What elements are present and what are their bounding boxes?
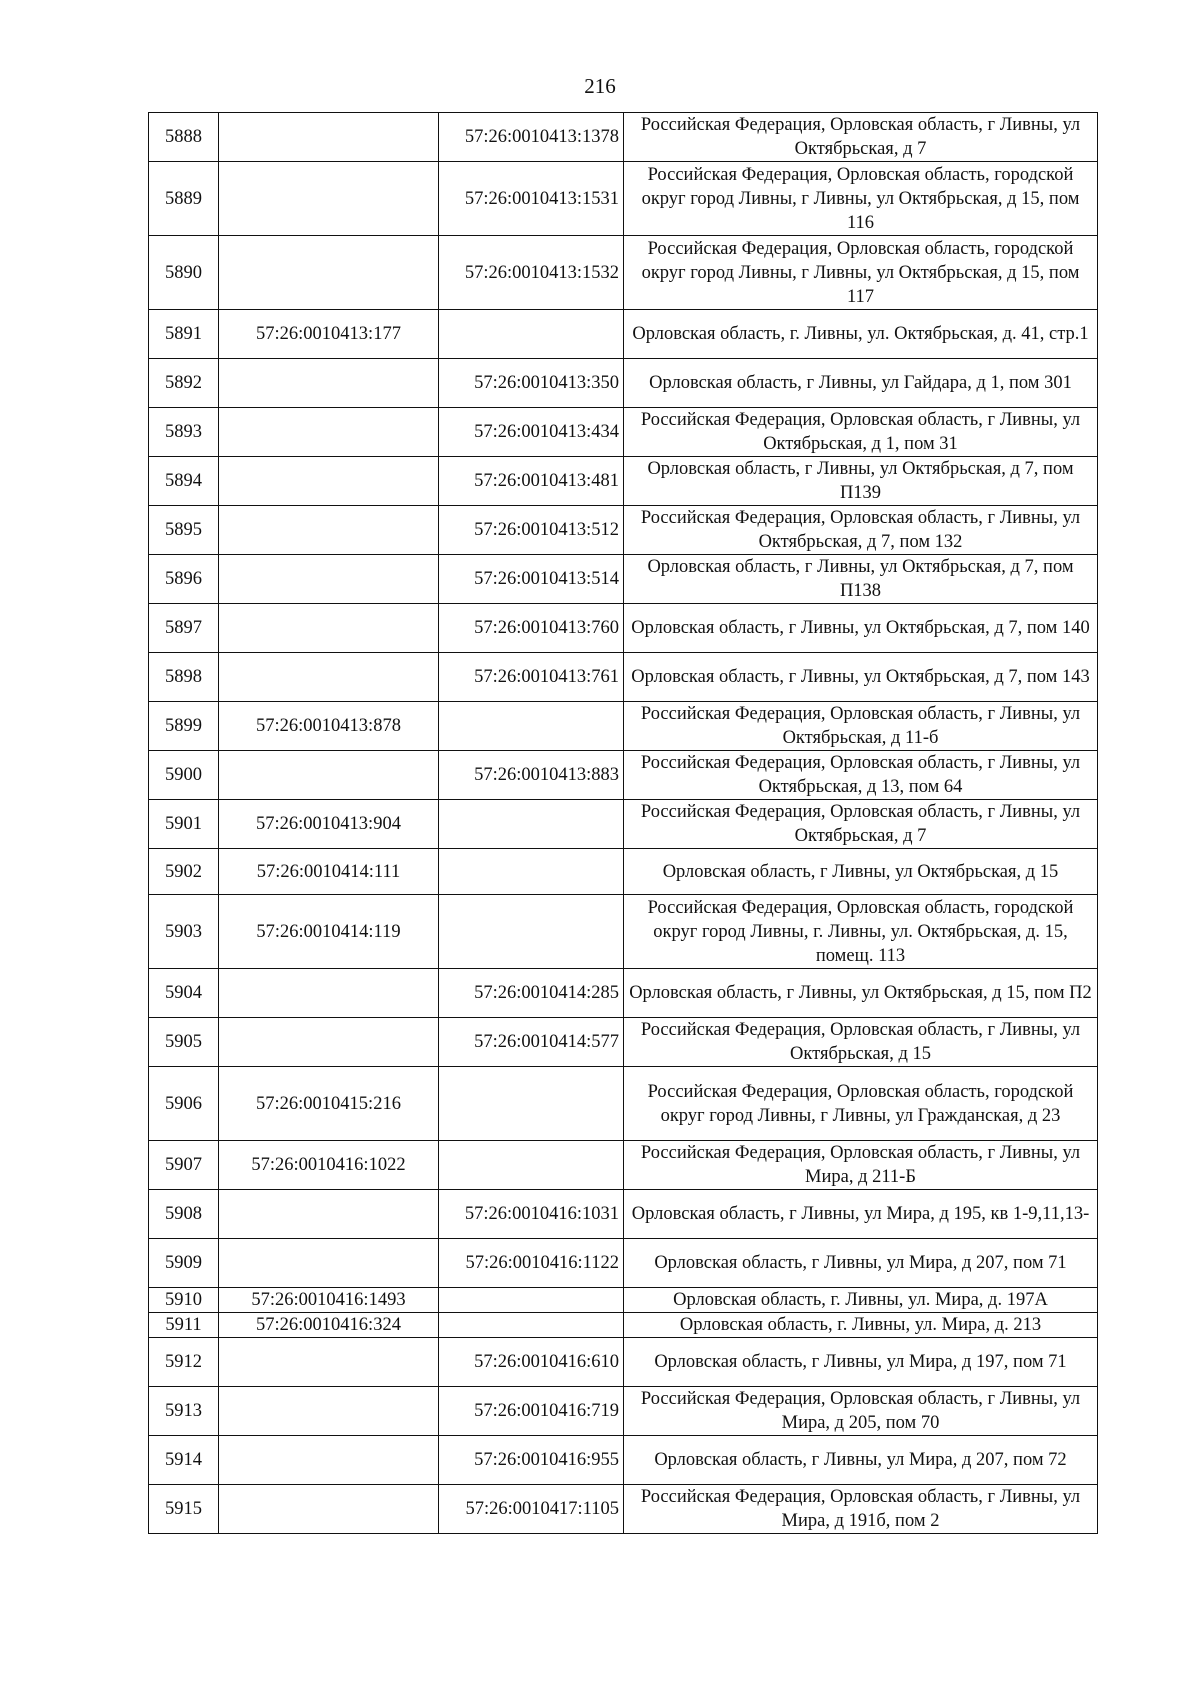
cadastral-number-cell	[219, 1018, 439, 1067]
address-cell: Орловская область, г Ливны, ул Октябрьская, д 15, пом П2	[624, 969, 1098, 1018]
row-number: 5908	[149, 1190, 219, 1239]
address-cell: Орловская область, г Ливны, ул Октябрьская, д 7, пом П138	[624, 555, 1098, 604]
cadastral-number-cell	[439, 702, 624, 751]
address-cell: Российская Федерация, Орловская область, г Ливны, ул Мира, д 211-Б	[624, 1141, 1098, 1190]
registry-table-body	[149, 113, 1098, 1534]
row-number: 5907	[149, 1141, 219, 1190]
table-row	[149, 1338, 1098, 1387]
address-cell: Российская Федерация, Орловская область, г Ливны, ул Мира, д 191б, пом 2	[624, 1485, 1098, 1534]
table-row	[149, 408, 1098, 457]
cadastral-number-cell	[219, 653, 439, 702]
cadastral-number-cell	[439, 310, 624, 359]
cadastral-number-cell	[219, 162, 439, 236]
row-number: 5914	[149, 1436, 219, 1485]
table-row	[149, 800, 1098, 849]
cadastral-number-cell: 57:26:0010414:119	[219, 895, 439, 969]
row-number: 5902	[149, 849, 219, 895]
cadastral-number-cell	[219, 1190, 439, 1239]
table-row	[149, 969, 1098, 1018]
address-cell: Российская Федерация, Орловская область, городской округ город Ливны, г Ливны, ул Октябрьская, д 15, пом 116	[624, 162, 1098, 236]
cadastral-number-cell: 57:26:0010413:883	[439, 751, 624, 800]
cadastral-number-cell: 57:26:0010414:577	[439, 1018, 624, 1067]
cadastral-number-cell	[219, 359, 439, 408]
table-row	[149, 236, 1098, 310]
cadastral-number-cell	[219, 1387, 439, 1436]
address-cell: Орловская область, г Ливны, ул Гайдара, д 1, пом 301	[624, 359, 1098, 408]
address-cell: Российская Федерация, Орловская область, г Ливны, ул Мира, д 205, пом 70	[624, 1387, 1098, 1436]
table-row	[149, 506, 1098, 555]
cadastral-number-cell: 57:26:0010413:1532	[439, 236, 624, 310]
row-number: 5894	[149, 457, 219, 506]
address-cell: Российская Федерация, Орловская область, г Ливны, ул Октябрьская, д 15	[624, 1018, 1098, 1067]
row-number: 5912	[149, 1338, 219, 1387]
table-row	[149, 702, 1098, 751]
cadastral-number-cell: 57:26:0010415:216	[219, 1067, 439, 1141]
row-number: 5897	[149, 604, 219, 653]
cadastral-number-cell	[219, 555, 439, 604]
table-row	[149, 457, 1098, 506]
cadastral-number-cell: 57:26:0010416:1122	[439, 1239, 624, 1288]
address-cell: Орловская область, г Ливны, ул Октябрьская, д 7, пом 143	[624, 653, 1098, 702]
row-number: 5906	[149, 1067, 219, 1141]
address-cell: Орловская область, г Ливны, ул Октябрьская, д 15	[624, 849, 1098, 895]
address-cell: Орловская область, г Ливны, ул Мира, д 207, пом 71	[624, 1239, 1098, 1288]
table-row	[149, 1067, 1098, 1141]
cadastral-number-cell: 57:26:0010413:514	[439, 555, 624, 604]
row-number: 5889	[149, 162, 219, 236]
cadastral-number-cell: 57:26:0010413:1531	[439, 162, 624, 236]
cadastral-number-cell: 57:26:0010413:481	[439, 457, 624, 506]
address-cell: Российская Федерация, Орловская область, г Ливны, ул Октябрьская, д 7	[624, 113, 1098, 162]
cadastral-number-cell: 57:26:0010417:1105	[439, 1485, 624, 1534]
cadastral-number-cell	[219, 1485, 439, 1534]
address-cell: Российская Федерация, Орловская область, г Ливны, ул Октябрьская, д 7	[624, 800, 1098, 849]
row-number: 5891	[149, 310, 219, 359]
cadastral-number-cell	[219, 1239, 439, 1288]
row-number: 5905	[149, 1018, 219, 1067]
row-number: 5903	[149, 895, 219, 969]
row-number: 5901	[149, 800, 219, 849]
cadastral-number-cell	[219, 457, 439, 506]
address-cell: Орловская область, г. Ливны, ул. Октябрьская, д. 41, стр.1	[624, 310, 1098, 359]
address-cell: Орловская область, г. Ливны, ул. Мира, д. 197А	[624, 1288, 1098, 1313]
address-cell: Орловская область, г Ливны, ул Октябрьская, д 7, пом 140	[624, 604, 1098, 653]
cadastral-number-cell: 57:26:0010416:1022	[219, 1141, 439, 1190]
row-number: 5898	[149, 653, 219, 702]
cadastral-number-cell: 57:26:0010413:434	[439, 408, 624, 457]
address-cell: Российская Федерация, Орловская область, г Ливны, ул Октябрьская, д 11-б	[624, 702, 1098, 751]
row-number: 5892	[149, 359, 219, 408]
address-cell: Орловская область, г. Ливны, ул. Мира, д. 213	[624, 1313, 1098, 1338]
cadastral-number-cell: 57:26:0010413:904	[219, 800, 439, 849]
cadastral-number-cell	[439, 1067, 624, 1141]
row-number: 5896	[149, 555, 219, 604]
table-row	[149, 113, 1098, 162]
cadastral-number-cell: 57:26:0010416:610	[439, 1338, 624, 1387]
address-cell: Орловская область, г Ливны, ул Октябрьская, д 7, пом П139	[624, 457, 1098, 506]
cadastral-number-cell: 57:26:0010413:761	[439, 653, 624, 702]
table-row	[149, 849, 1098, 895]
row-number: 5899	[149, 702, 219, 751]
table-row	[149, 359, 1098, 408]
cadastral-number-cell	[439, 849, 624, 895]
table-row	[149, 1485, 1098, 1534]
cadastral-number-cell	[219, 751, 439, 800]
address-cell: Орловская область, г Ливны, ул Мира, д 207, пом 72	[624, 1436, 1098, 1485]
address-cell: Российская Федерация, Орловская область, г Ливны, ул Октябрьская, д 13, пом 64	[624, 751, 1098, 800]
address-cell: Орловская область, г Ливны, ул Мира, д 195, кв 1-9,11,13-	[624, 1190, 1098, 1239]
cadastral-number-cell: 57:26:0010414:111	[219, 849, 439, 895]
cadastral-number-cell	[219, 969, 439, 1018]
cadastral-number-cell: 57:26:0010413:350	[439, 359, 624, 408]
row-number: 5888	[149, 113, 219, 162]
row-number: 5895	[149, 506, 219, 555]
row-number: 5910	[149, 1288, 219, 1313]
cadastral-number-cell: 57:26:0010416:324	[219, 1313, 439, 1338]
row-number: 5909	[149, 1239, 219, 1288]
row-number: 5890	[149, 236, 219, 310]
address-cell: Российская Федерация, Орловская область, городской округ город Ливны, г. Ливны, ул. Октябрьская, д. 15, помещ. 113	[624, 895, 1098, 969]
row-number: 5904	[149, 969, 219, 1018]
cadastral-number-cell: 57:26:0010413:878	[219, 702, 439, 751]
table-row	[149, 1239, 1098, 1288]
table-row	[149, 1387, 1098, 1436]
address-cell: Российская Федерация, Орловская область, г Ливны, ул Октябрьская, д 7, пом 132	[624, 506, 1098, 555]
cadastral-number-cell	[219, 506, 439, 555]
table-row	[149, 1436, 1098, 1485]
address-cell: Российская Федерация, Орловская область, городской округ город Ливны, г Ливны, ул Октябрьская, д 15, пом 117	[624, 236, 1098, 310]
address-cell: Орловская область, г Ливны, ул Мира, д 197, пом 71	[624, 1338, 1098, 1387]
cadastral-number-cell	[439, 1288, 624, 1313]
table-row	[149, 1018, 1098, 1067]
cadastral-number-cell: 57:26:0010413:760	[439, 604, 624, 653]
table-row	[149, 162, 1098, 236]
row-number: 5913	[149, 1387, 219, 1436]
address-cell: Российская Федерация, Орловская область, г Ливны, ул Октябрьская, д 1, пом 31	[624, 408, 1098, 457]
cadastral-number-cell: 57:26:0010416:1031	[439, 1190, 624, 1239]
table-row	[149, 555, 1098, 604]
table-row	[149, 751, 1098, 800]
cadastral-number-cell: 57:26:0010413:1378	[439, 113, 624, 162]
cadastral-number-cell: 57:26:0010416:719	[439, 1387, 624, 1436]
cadastral-number-cell: 57:26:0010414:285	[439, 969, 624, 1018]
cadastral-number-cell: 57:26:0010416:955	[439, 1436, 624, 1485]
cadastral-number-cell	[219, 1436, 439, 1485]
table-row	[149, 1313, 1098, 1338]
cadastral-number-cell: 57:26:0010413:177	[219, 310, 439, 359]
table-row	[149, 1190, 1098, 1239]
table-row	[149, 604, 1098, 653]
cadastral-number-cell: 57:26:0010416:1493	[219, 1288, 439, 1313]
address-cell: Российская Федерация, Орловская область, городской округ город Ливны, г Ливны, ул Гражданская, д 23	[624, 1067, 1098, 1141]
row-number: 5911	[149, 1313, 219, 1338]
cadastral-number-cell	[439, 1141, 624, 1190]
cadastral-number-cell	[439, 895, 624, 969]
table-row	[149, 310, 1098, 359]
table-row	[149, 1288, 1098, 1313]
row-number: 5893	[149, 408, 219, 457]
table-row	[149, 895, 1098, 969]
page-number: 216	[584, 74, 616, 98]
cadastral-number-cell	[219, 604, 439, 653]
table-row	[149, 1141, 1098, 1190]
cadastral-number-cell	[219, 408, 439, 457]
row-number: 5915	[149, 1485, 219, 1534]
cadastral-number-cell	[439, 1313, 624, 1338]
cadastral-number-cell	[219, 1338, 439, 1387]
cadastral-number-cell: 57:26:0010413:512	[439, 506, 624, 555]
table-row	[149, 653, 1098, 702]
cadastral-number-cell	[219, 236, 439, 310]
registry-table	[148, 112, 1098, 1534]
cadastral-number-cell	[219, 113, 439, 162]
cadastral-number-cell	[439, 800, 624, 849]
row-number: 5900	[149, 751, 219, 800]
